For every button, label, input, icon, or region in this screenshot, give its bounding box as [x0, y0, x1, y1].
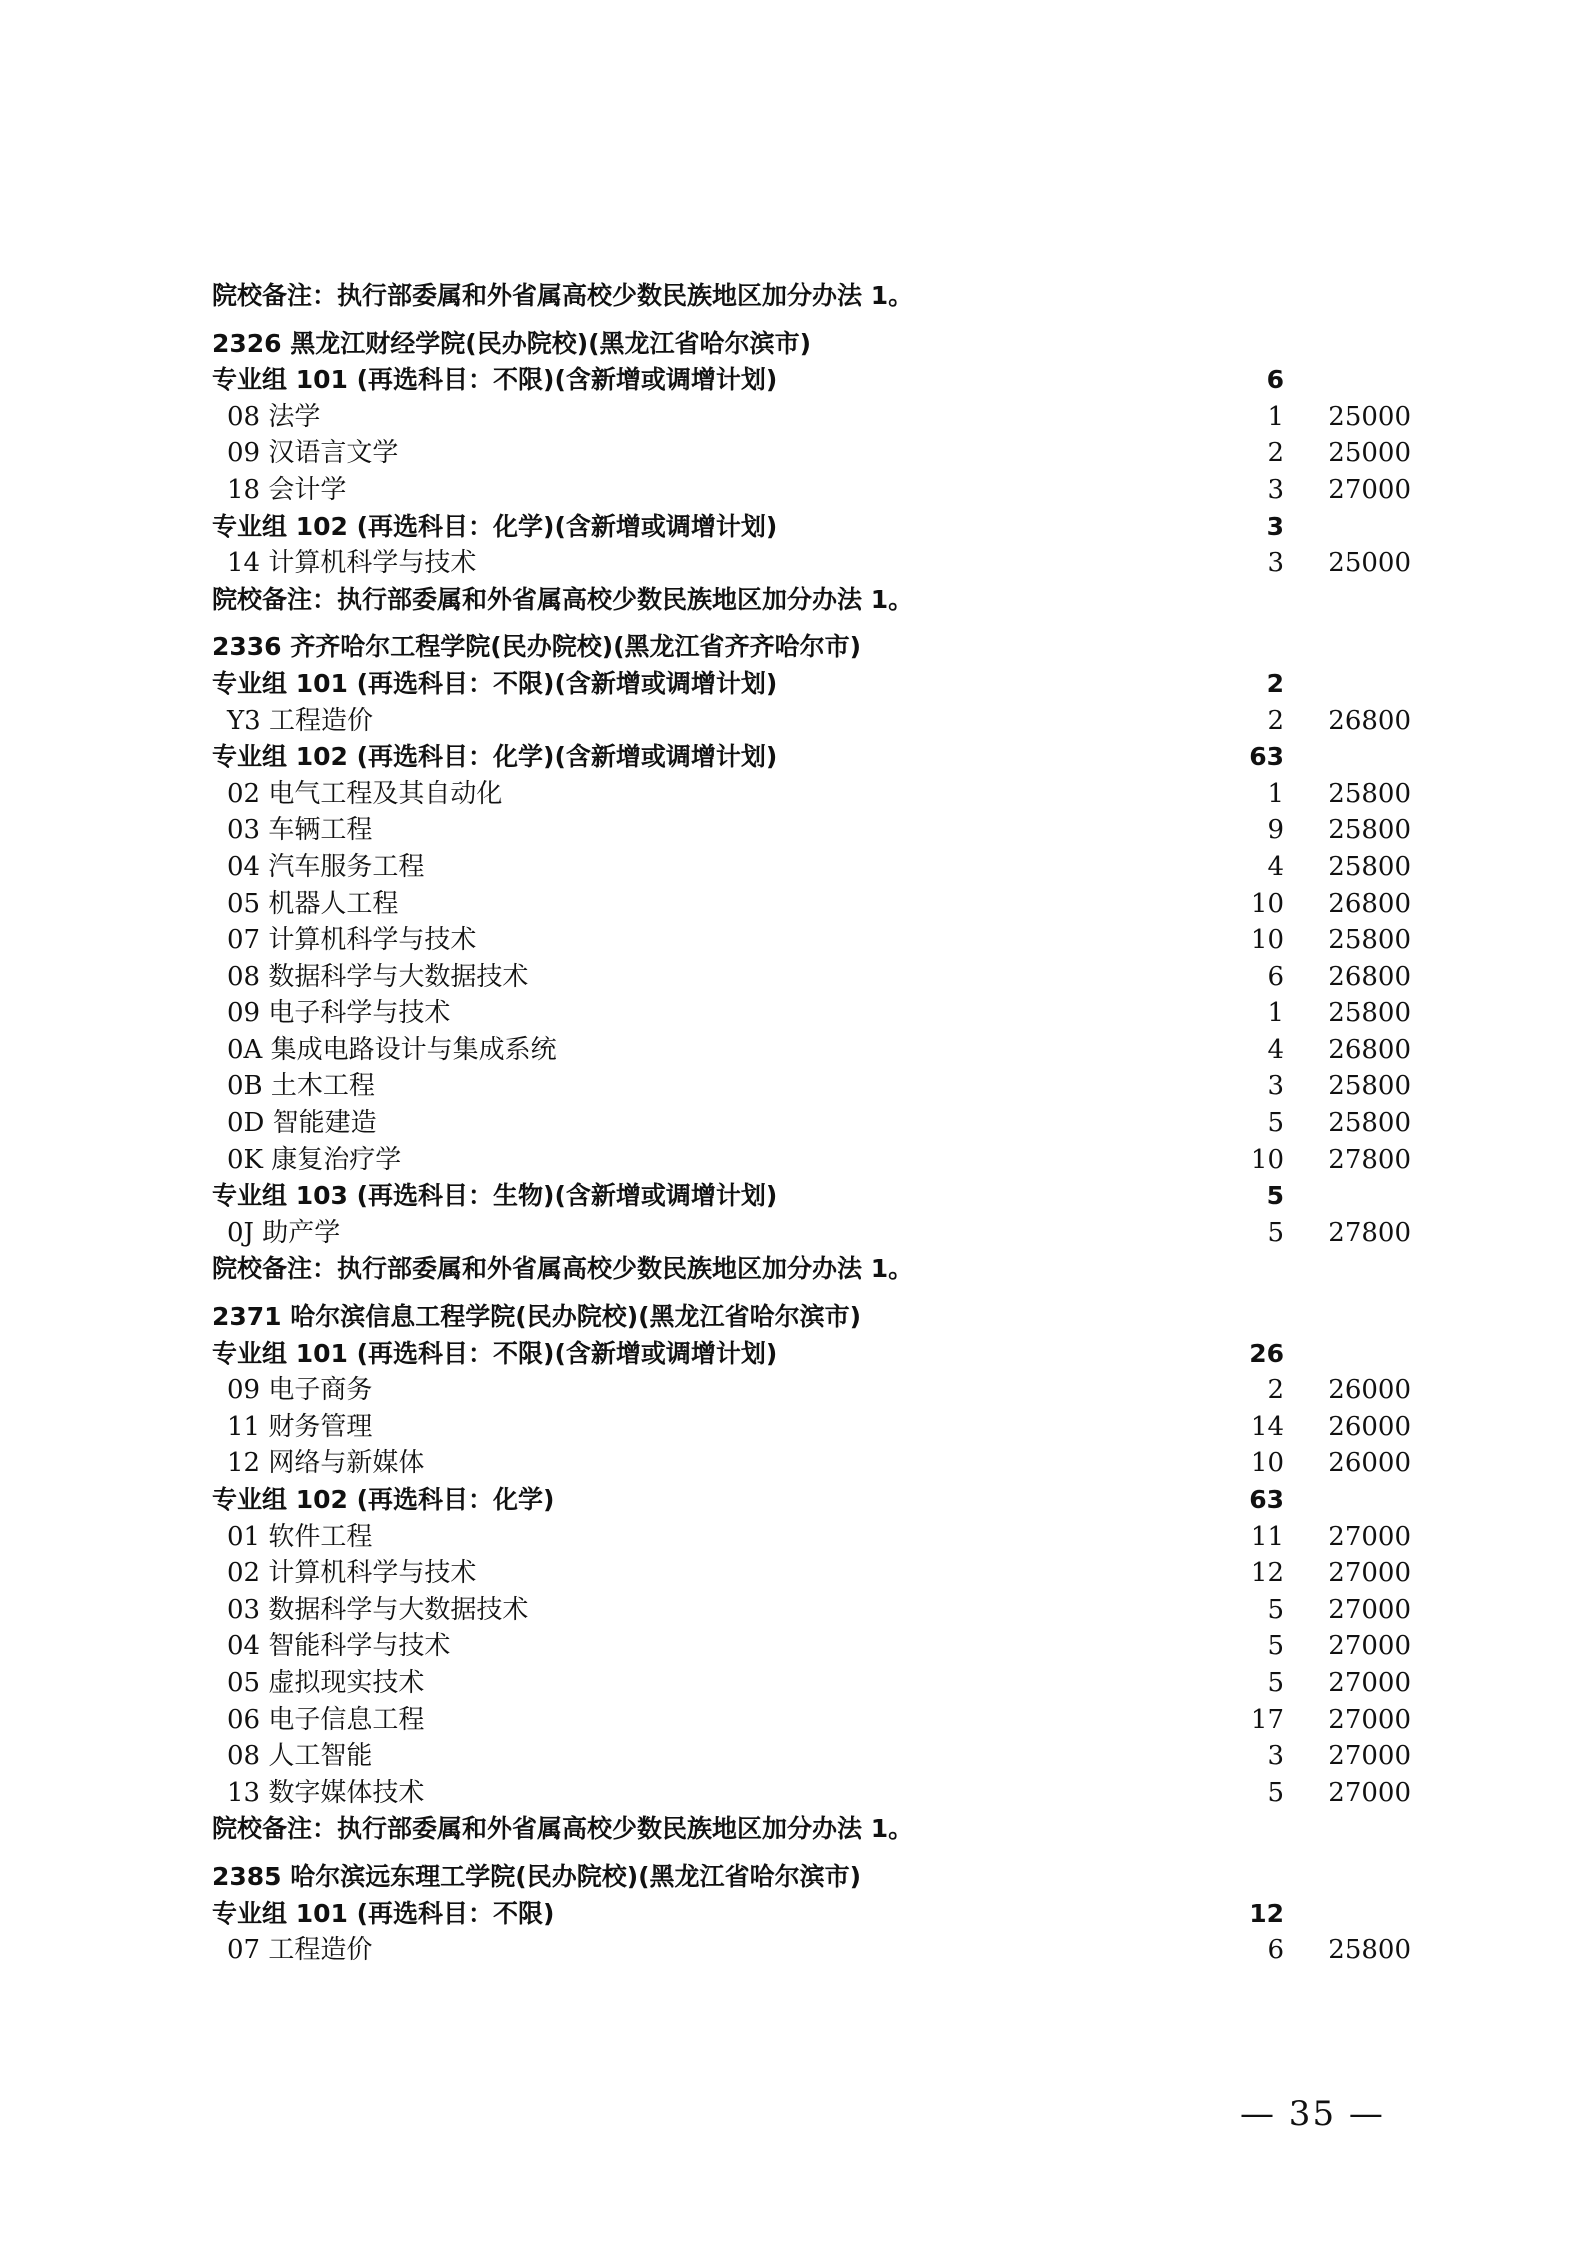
major-row — [212, 1628, 1442, 1665]
major-count: 5 — [1267, 1631, 1284, 1662]
major-group-count: 3 — [1266, 511, 1284, 541]
major-row — [212, 1105, 1442, 1142]
major-row — [212, 1409, 1442, 1446]
school-header: 2326 黑龙江财经学院(民办院校)(黑龙江省哈尔滨市) — [212, 328, 811, 358]
major-row — [212, 1775, 1442, 1812]
major-count: 10 — [1250, 888, 1284, 919]
major-tuition: 26000 — [1328, 1448, 1411, 1479]
major-group-count: 12 — [1249, 1898, 1284, 1928]
major-name: 08 法学 — [227, 401, 321, 432]
major-group-count: 5 — [1266, 1181, 1284, 1211]
major-group-count: 63 — [1249, 1485, 1284, 1514]
major-count: 6 — [1267, 1935, 1284, 1966]
major-name: 0K 康复治疗学 — [227, 1144, 402, 1175]
major-name: 14 计算机科学与技术 — [227, 548, 477, 579]
major-name: 13 数字媒体技术 — [227, 1777, 425, 1808]
major-count: 5 — [1267, 1217, 1284, 1248]
school-note: 院校备注：执行部委属和外省属高校少数民族地区加分办法 1。 — [212, 1814, 914, 1844]
major-tuition: 25800 — [1328, 1108, 1411, 1139]
major-tuition: 27000 — [1328, 1558, 1411, 1589]
major-count: 6 — [1267, 961, 1284, 992]
major-count: 10 — [1250, 1144, 1284, 1175]
major-row — [212, 1032, 1442, 1069]
major-count: 11 — [1250, 1521, 1284, 1552]
major-tuition: 25800 — [1328, 851, 1411, 882]
major-name: 18 会计学 — [227, 474, 347, 505]
major-tuition: 26800 — [1328, 888, 1411, 919]
school-block — [212, 629, 1442, 1288]
major-row — [212, 886, 1442, 923]
major-count: 5 — [1267, 1594, 1284, 1625]
major-group-label: 专业组 102 (再选科目：化学) — [212, 1485, 555, 1514]
major-row — [212, 1592, 1442, 1629]
admission-plan-page — [212, 278, 1442, 1969]
major-group-row — [212, 739, 1442, 776]
major-group-label: 专业组 103 (再选科目：生物)(含新增或调增计划) — [212, 1181, 778, 1211]
major-row — [212, 399, 1442, 436]
major-tuition: 26000 — [1328, 1375, 1411, 1406]
major-name: 02 计算机科学与技术 — [227, 1558, 477, 1589]
major-count: 9 — [1267, 815, 1284, 846]
major-tuition: 27000 — [1328, 474, 1411, 505]
major-count: 1 — [1267, 998, 1284, 1029]
major-name: 08 数据科学与大数据技术 — [227, 961, 529, 992]
major-tuition: 26800 — [1328, 961, 1411, 992]
major-group-row — [212, 1178, 1442, 1215]
major-tuition: 25000 — [1328, 401, 1411, 432]
major-group-count: 6 — [1266, 365, 1284, 395]
major-count: 3 — [1267, 474, 1284, 505]
major-name: 02 电气工程及其自动化 — [227, 778, 503, 809]
major-name: 0J 助产学 — [227, 1217, 341, 1248]
major-name: 03 车辆工程 — [227, 815, 373, 846]
major-group-label: 专业组 102 (再选科目：化学)(含新增或调增计划) — [212, 742, 778, 772]
major-row — [212, 1068, 1442, 1105]
school-header: 2371 哈尔滨信息工程学院(民办院校)(黑龙江省哈尔滨市) — [212, 1302, 861, 1332]
major-tuition: 25800 — [1328, 778, 1411, 809]
school-note: 院校备注：执行部委属和外省属高校少数民族地区加分办法 1。 — [212, 584, 914, 614]
major-name: 05 机器人工程 — [227, 888, 399, 919]
major-name: 08 人工智能 — [227, 1741, 373, 1772]
major-group-label: 专业组 101 (再选科目：不限) — [212, 1898, 555, 1928]
major-group-row — [212, 1896, 1442, 1933]
major-row — [212, 545, 1442, 582]
major-row — [212, 1932, 1442, 1969]
major-row — [212, 1555, 1442, 1592]
major-row — [212, 812, 1442, 849]
major-name: 09 电子商务 — [227, 1375, 373, 1406]
major-row — [212, 959, 1442, 996]
major-name: 03 数据科学与大数据技术 — [227, 1594, 529, 1625]
major-name: 11 财务管理 — [227, 1411, 373, 1442]
major-tuition: 25000 — [1328, 548, 1411, 579]
major-row — [212, 703, 1442, 740]
major-count: 1 — [1267, 778, 1284, 809]
major-count: 3 — [1267, 1741, 1284, 1772]
major-tuition: 25800 — [1328, 1071, 1411, 1102]
major-name: 12 网络与新媒体 — [227, 1448, 425, 1479]
major-name: 04 汽车服务工程 — [227, 851, 425, 882]
major-tuition: 27000 — [1328, 1741, 1411, 1772]
major-tuition: 26800 — [1328, 705, 1411, 736]
major-tuition: 27000 — [1328, 1594, 1411, 1625]
major-group-count: 2 — [1266, 668, 1284, 698]
major-row — [212, 1142, 1442, 1179]
major-count: 5 — [1267, 1108, 1284, 1139]
major-tuition: 26000 — [1328, 1411, 1411, 1442]
major-group-row — [212, 1336, 1442, 1373]
major-row — [212, 995, 1442, 1032]
major-row — [212, 1215, 1442, 1252]
major-name: 0D 智能建造 — [227, 1108, 377, 1139]
major-row — [212, 435, 1442, 472]
school-block — [212, 1859, 1442, 1969]
school-note: 院校备注：执行部委属和外省属高校少数民族地区加分办法 1。 — [212, 281, 914, 310]
major-name: 07 工程造价 — [227, 1935, 373, 1966]
major-tuition: 25000 — [1328, 438, 1411, 469]
major-group-label: 专业组 101 (再选科目：不限)(含新增或调增计划) — [212, 1338, 778, 1368]
major-count: 4 — [1267, 851, 1284, 882]
major-tuition: 27800 — [1328, 1217, 1411, 1248]
school-header: 2336 齐齐哈尔工程学院(民办院校)(黑龙江省齐齐哈尔市) — [212, 632, 861, 662]
major-tuition: 26800 — [1328, 1034, 1411, 1065]
major-row — [212, 922, 1442, 959]
school-block — [212, 326, 1442, 619]
major-tuition: 27800 — [1328, 1144, 1411, 1175]
major-row — [212, 472, 1442, 509]
major-tuition: 25800 — [1328, 998, 1411, 1029]
major-count: 2 — [1267, 1375, 1284, 1406]
major-tuition: 27000 — [1328, 1631, 1411, 1662]
major-name: 09 汉语言文学 — [227, 438, 399, 469]
major-name: 01 软件工程 — [227, 1521, 373, 1552]
major-count: 3 — [1267, 1071, 1284, 1102]
major-count: 1 — [1267, 401, 1284, 432]
major-count: 3 — [1267, 548, 1284, 579]
major-name: Y3 工程造价 — [227, 705, 373, 736]
major-count: 2 — [1267, 705, 1284, 736]
major-name: 04 智能科学与技术 — [227, 1631, 451, 1662]
major-count: 2 — [1267, 438, 1284, 469]
major-count: 5 — [1267, 1667, 1284, 1698]
major-count: 10 — [1250, 925, 1284, 956]
major-count: 14 — [1250, 1411, 1284, 1442]
major-count: 4 — [1267, 1034, 1284, 1065]
major-name: 0A 集成电路设计与集成系统 — [227, 1034, 557, 1065]
page-number: — 35 — — [1240, 2094, 1385, 2134]
major-tuition: 25800 — [1328, 815, 1411, 846]
major-count: 17 — [1250, 1704, 1284, 1735]
major-name: 0B 土木工程 — [227, 1071, 375, 1102]
major-group-count: 26 — [1249, 1338, 1284, 1368]
major-group-row — [212, 1482, 1442, 1519]
major-name: 07 计算机科学与技术 — [227, 925, 477, 956]
major-row — [212, 1372, 1442, 1409]
major-row — [212, 776, 1442, 813]
major-row — [212, 1738, 1442, 1775]
major-row — [212, 1665, 1442, 1702]
major-group-row — [212, 509, 1442, 546]
major-row — [212, 1519, 1442, 1556]
major-group-label: 专业组 102 (再选科目：化学)(含新增或调增计划) — [212, 511, 778, 541]
major-group-row — [212, 362, 1442, 399]
major-row — [212, 849, 1442, 886]
major-tuition: 27000 — [1328, 1667, 1411, 1698]
major-name: 05 虚拟现实技术 — [227, 1667, 425, 1698]
school-header: 2385 哈尔滨远东理工学院(民办院校)(黑龙江省哈尔滨市) — [212, 1861, 861, 1891]
school-block — [212, 1299, 1442, 1848]
major-group-label: 专业组 101 (再选科目：不限)(含新增或调增计划) — [212, 365, 778, 395]
major-count: 12 — [1250, 1558, 1284, 1589]
major-name: 09 电子科学与技术 — [227, 998, 451, 1029]
major-group-label: 专业组 101 (再选科目：不限)(含新增或调增计划) — [212, 668, 778, 698]
school-note: 院校备注：执行部委属和外省属高校少数民族地区加分办法 1。 — [212, 1254, 914, 1284]
major-tuition: 25800 — [1328, 925, 1411, 956]
major-name: 06 电子信息工程 — [227, 1704, 425, 1735]
school-list — [212, 326, 1442, 1969]
major-row — [212, 1702, 1442, 1739]
major-group-row — [212, 666, 1442, 703]
major-tuition: 27000 — [1328, 1704, 1411, 1735]
major-count: 10 — [1250, 1448, 1284, 1479]
major-tuition: 27000 — [1328, 1521, 1411, 1552]
major-tuition: 25800 — [1328, 1935, 1411, 1966]
major-group-count: 63 — [1249, 742, 1284, 772]
major-row — [212, 1445, 1442, 1482]
major-count: 5 — [1267, 1777, 1284, 1808]
major-tuition: 27000 — [1328, 1777, 1411, 1808]
